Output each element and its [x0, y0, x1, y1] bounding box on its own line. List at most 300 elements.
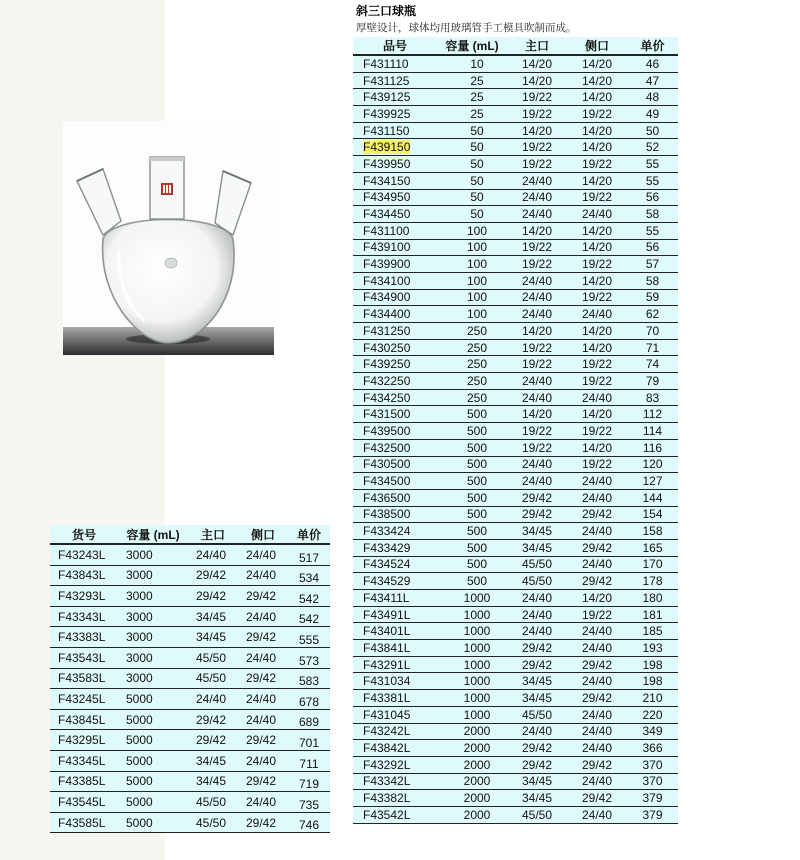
cell-capacity: 1000 — [437, 673, 507, 690]
cell-main-neck: 19/22 — [507, 356, 567, 373]
table-row — [353, 523, 678, 540]
cell-capacity: 500 — [437, 439, 507, 456]
cell-code: F43343L — [50, 606, 118, 627]
cell-side-neck: 24/40 — [567, 723, 627, 740]
cell-capacity: 250 — [437, 339, 507, 356]
table-row — [353, 539, 678, 556]
cell-main-neck: 45/50 — [188, 812, 238, 833]
cell-capacity: 100 — [437, 289, 507, 306]
cell-capacity: 3000 — [118, 668, 188, 689]
cell-code: F431500 — [353, 406, 437, 423]
cell-code: F433424 — [353, 523, 437, 540]
cell-main-neck: 14/20 — [507, 222, 567, 239]
cell-capacity: 5000 — [118, 750, 188, 771]
table-row — [353, 139, 678, 156]
cell-price: 55 — [627, 156, 678, 173]
cell-code: F43841L — [353, 640, 437, 657]
cell-code: F439925 — [353, 106, 437, 123]
cell-main-neck: 24/40 — [507, 306, 567, 323]
cell-price: 58 — [627, 206, 678, 223]
three-neck-flask-photo — [63, 121, 274, 355]
table-row — [353, 706, 678, 723]
cell-side-neck: 29/42 — [238, 586, 288, 607]
cell-side-neck: 29/42 — [238, 771, 288, 792]
cell-code: F43543L — [50, 647, 118, 668]
table-row — [50, 647, 330, 668]
cell-side-neck: 19/22 — [567, 423, 627, 440]
cell-code: F434500 — [353, 473, 437, 490]
table-row — [353, 356, 678, 373]
cell-price: 719 — [288, 771, 330, 792]
cell-capacity: 250 — [437, 356, 507, 373]
cell-main-neck: 45/50 — [507, 806, 567, 823]
cell-side-neck: 24/40 — [567, 556, 627, 573]
cell-main-neck: 45/50 — [188, 647, 238, 668]
cell-code: F432250 — [353, 373, 437, 390]
cell-capacity: 2000 — [437, 740, 507, 757]
cell-code: F434529 — [353, 573, 437, 590]
cell-main-neck: 29/42 — [188, 709, 238, 730]
cell-main-neck: 19/22 — [507, 89, 567, 106]
cell-main-neck: 34/45 — [188, 750, 238, 771]
table-row — [353, 439, 678, 456]
cell-price: 689 — [288, 709, 330, 730]
cell-code: F431100 — [353, 222, 437, 239]
table-row — [353, 606, 678, 623]
table-row — [50, 565, 330, 586]
cell-capacity: 25 — [437, 106, 507, 123]
cell-side-neck: 14/20 — [567, 239, 627, 256]
cell-side-neck: 24/40 — [567, 706, 627, 723]
table-row — [353, 506, 678, 523]
header-side-neck: 侧口 — [238, 525, 288, 544]
cell-price: 62 — [627, 306, 678, 323]
cell-capacity: 5000 — [118, 730, 188, 751]
cell-main-neck: 29/42 — [507, 656, 567, 673]
cell-main-neck: 24/40 — [188, 689, 238, 710]
cell-side-neck: 29/42 — [238, 627, 288, 648]
cell-main-neck: 19/22 — [507, 156, 567, 173]
cell-code: F43585L — [50, 812, 118, 833]
cell-side-neck: 29/42 — [567, 506, 627, 523]
table-row — [353, 656, 678, 673]
table-row — [353, 306, 678, 323]
cell-main-neck: 24/40 — [507, 473, 567, 490]
table-row — [353, 756, 678, 773]
table-row — [50, 627, 330, 648]
cell-main-neck: 24/40 — [507, 189, 567, 206]
cell-capacity: 5000 — [118, 792, 188, 813]
table-row — [50, 750, 330, 771]
cell-code: F439950 — [353, 156, 437, 173]
cell-capacity: 100 — [437, 239, 507, 256]
cell-side-neck: 14/20 — [567, 272, 627, 289]
cell-capacity: 2000 — [437, 773, 507, 790]
cell-price: 220 — [627, 706, 678, 723]
table-row — [50, 586, 330, 607]
cell-main-neck: 34/45 — [507, 790, 567, 807]
cell-code: F431110 — [353, 55, 437, 72]
cell-price: 180 — [627, 590, 678, 607]
cell-price: 59 — [627, 289, 678, 306]
cell-price: 534 — [288, 565, 330, 586]
cell-price: 112 — [627, 406, 678, 423]
cell-price: 52 — [627, 139, 678, 156]
highlighted-code: F439150 — [363, 140, 411, 155]
cell-capacity: 500 — [437, 523, 507, 540]
table-row — [353, 590, 678, 607]
cell-code: F43842L — [353, 740, 437, 757]
cell-side-neck: 19/22 — [567, 156, 627, 173]
cell-main-neck: 29/42 — [507, 740, 567, 757]
cell-code: F43401L — [353, 623, 437, 640]
cell-main-neck: 24/40 — [507, 373, 567, 390]
cell-capacity: 1000 — [437, 623, 507, 640]
cell-price: 573 — [288, 647, 330, 668]
cell-code: F43583L — [50, 668, 118, 689]
cell-capacity: 250 — [437, 373, 507, 390]
cell-side-neck: 24/40 — [238, 689, 288, 710]
cell-price: 154 — [627, 506, 678, 523]
cell-price: 116 — [627, 439, 678, 456]
cell-capacity: 3000 — [118, 606, 188, 627]
cell-side-neck: 24/40 — [567, 623, 627, 640]
cell-main-neck: 24/40 — [507, 289, 567, 306]
cell-capacity: 250 — [437, 389, 507, 406]
cell-main-neck: 19/22 — [507, 439, 567, 456]
cell-code: F43295L — [50, 730, 118, 751]
cell-side-neck: 29/42 — [567, 690, 627, 707]
cell-code: F430500 — [353, 456, 437, 473]
cell-price: 170 — [627, 556, 678, 573]
cell-main-neck: 24/40 — [507, 590, 567, 607]
cell-code: F431125 — [353, 72, 437, 89]
cell-capacity: 50 — [437, 139, 507, 156]
cell-main-neck: 14/20 — [507, 72, 567, 89]
cell-main-neck: 29/42 — [507, 506, 567, 523]
cell-code: F439500 — [353, 423, 437, 440]
cell-side-neck: 24/40 — [567, 773, 627, 790]
cell-code: F431250 — [353, 323, 437, 340]
cell-main-neck: 34/45 — [507, 690, 567, 707]
flask-illustration — [63, 121, 274, 355]
cell-main-neck: 24/40 — [188, 544, 238, 565]
cell-price: 193 — [627, 640, 678, 657]
cell-main-neck: 45/50 — [507, 706, 567, 723]
cell-side-neck: 24/40 — [238, 709, 288, 730]
table-row — [50, 544, 330, 565]
cell-main-neck: 29/42 — [507, 756, 567, 773]
cell-code: F431034 — [353, 673, 437, 690]
cell-price: 198 — [627, 656, 678, 673]
cell-capacity: 50 — [437, 172, 507, 189]
cell-code: F434900 — [353, 289, 437, 306]
cell-capacity: 3000 — [118, 627, 188, 648]
header-code: 货号 — [50, 525, 118, 544]
cell-side-neck: 14/20 — [567, 590, 627, 607]
cell-code: F434450 — [353, 206, 437, 223]
cell-code: F434524 — [353, 556, 437, 573]
cell-side-neck: 24/40 — [567, 306, 627, 323]
cell-main-neck: 19/22 — [507, 256, 567, 273]
cell-price: 542 — [288, 586, 330, 607]
table-row — [353, 72, 678, 89]
cell-side-neck: 24/40 — [238, 606, 288, 627]
cell-code: F43242L — [353, 723, 437, 740]
cell-price: 349 — [627, 723, 678, 740]
cell-price: 555 — [288, 627, 330, 648]
cell-side-neck: 29/42 — [567, 656, 627, 673]
cell-price: 71 — [627, 339, 678, 356]
cell-price: 178 — [627, 573, 678, 590]
cell-price: 56 — [627, 189, 678, 206]
cell-code: F43491L — [353, 606, 437, 623]
cell-side-neck: 19/22 — [567, 456, 627, 473]
cell-code: F434250 — [353, 389, 437, 406]
cell-capacity: 3000 — [118, 565, 188, 586]
cell-price: 83 — [627, 389, 678, 406]
cell-side-neck: 29/42 — [238, 812, 288, 833]
cell-side-neck: 24/40 — [567, 489, 627, 506]
cell-code: F43291L — [353, 656, 437, 673]
cell-main-neck: 34/45 — [507, 523, 567, 540]
header-main-neck: 主口 — [188, 525, 238, 544]
cell-side-neck: 19/22 — [567, 256, 627, 273]
table-row — [353, 189, 678, 206]
cell-code: F434150 — [353, 172, 437, 189]
cell-capacity: 25 — [437, 72, 507, 89]
cell-side-neck: 14/20 — [567, 222, 627, 239]
cell-price: 517 — [288, 544, 330, 565]
large-flask-spec-table — [50, 525, 330, 833]
cell-side-neck: 29/42 — [238, 730, 288, 751]
cell-price: 74 — [627, 356, 678, 373]
table-row — [353, 806, 678, 823]
cell-price: 198 — [627, 673, 678, 690]
cell-side-neck: 14/20 — [567, 89, 627, 106]
cell-price: 379 — [627, 806, 678, 823]
cell-side-neck: 14/20 — [567, 139, 627, 156]
cell-side-neck: 24/40 — [567, 523, 627, 540]
cell-main-neck: 24/40 — [507, 456, 567, 473]
cell-side-neck: 24/40 — [567, 740, 627, 757]
cell-capacity: 2000 — [437, 790, 507, 807]
table-row — [353, 723, 678, 740]
cell-price: 49 — [627, 106, 678, 123]
cell-capacity: 500 — [437, 489, 507, 506]
cell-capacity: 500 — [437, 506, 507, 523]
cell-code: F436500 — [353, 489, 437, 506]
table-row — [50, 812, 330, 833]
cell-capacity: 50 — [437, 206, 507, 223]
table-row — [353, 89, 678, 106]
cell-code: F43383L — [50, 627, 118, 648]
cell-main-neck: 29/42 — [188, 586, 238, 607]
table-row — [353, 289, 678, 306]
table-row — [353, 473, 678, 490]
cell-side-neck: 19/22 — [567, 289, 627, 306]
cell-code: F438500 — [353, 506, 437, 523]
cell-price: 127 — [627, 473, 678, 490]
table-row — [353, 389, 678, 406]
table-row — [353, 790, 678, 807]
cell-side-neck: 29/42 — [567, 539, 627, 556]
cell-price: 185 — [627, 623, 678, 640]
cell-main-neck: 34/45 — [188, 627, 238, 648]
cell-price: 46 — [627, 55, 678, 72]
cell-code: F433429 — [353, 539, 437, 556]
cell-side-neck: 14/20 — [567, 172, 627, 189]
cell-code: F432500 — [353, 439, 437, 456]
table-row — [353, 673, 678, 690]
cell-code: F43542L — [353, 806, 437, 823]
cell-capacity: 500 — [437, 556, 507, 573]
header-capacity: 容量 (mL) — [118, 525, 188, 544]
cell-capacity: 1000 — [437, 690, 507, 707]
cell-main-neck: 45/50 — [507, 573, 567, 590]
table-header-row — [353, 37, 678, 55]
cell-main-neck: 24/40 — [507, 206, 567, 223]
cell-price: 48 — [627, 89, 678, 106]
cell-main-neck: 45/50 — [188, 668, 238, 689]
product-description: 厚壁设计，球体均用玻璃管手工模具吹制而成。 — [356, 22, 577, 34]
table-row — [353, 690, 678, 707]
cell-capacity: 500 — [437, 539, 507, 556]
cell-capacity: 100 — [437, 272, 507, 289]
cell-side-neck: 14/20 — [567, 55, 627, 72]
cell-price: 50 — [627, 122, 678, 139]
cell-code: F43381L — [353, 690, 437, 707]
cell-capacity: 5000 — [118, 812, 188, 833]
cell-side-neck: 19/22 — [567, 106, 627, 123]
cell-side-neck: 24/40 — [567, 389, 627, 406]
table-row — [50, 709, 330, 730]
header-main-neck: 主口 — [507, 37, 567, 55]
cell-main-neck: 19/22 — [507, 239, 567, 256]
cell-price: 47 — [627, 72, 678, 89]
cell-capacity: 500 — [437, 423, 507, 440]
cell-code: F43382L — [353, 790, 437, 807]
cell-main-neck: 24/40 — [507, 723, 567, 740]
cell-capacity: 50 — [437, 189, 507, 206]
cell-capacity: 500 — [437, 406, 507, 423]
table-row — [50, 606, 330, 627]
cell-capacity: 500 — [437, 456, 507, 473]
cell-capacity: 2000 — [437, 806, 507, 823]
cell-side-neck: 24/40 — [238, 792, 288, 813]
cell-price: 678 — [288, 689, 330, 710]
cell-side-neck: 24/40 — [238, 544, 288, 565]
cell-price: 366 — [627, 740, 678, 757]
cell-code: F431150 — [353, 122, 437, 139]
cell-price: 70 — [627, 323, 678, 340]
cell-code: F43245L — [50, 689, 118, 710]
cell-capacity: 3000 — [118, 544, 188, 565]
cell-main-neck: 24/40 — [507, 389, 567, 406]
table-row — [353, 640, 678, 657]
table-row — [353, 272, 678, 289]
cell-capacity: 2000 — [437, 756, 507, 773]
table-row — [353, 406, 678, 423]
cell-main-neck: 45/50 — [507, 556, 567, 573]
cell-price: 210 — [627, 690, 678, 707]
cell-price: 746 — [288, 812, 330, 833]
cell-code: F43243L — [50, 544, 118, 565]
cell-code: F439100 — [353, 239, 437, 256]
table-row — [353, 239, 678, 256]
cell-main-neck: 19/22 — [507, 423, 567, 440]
table-row — [50, 668, 330, 689]
cell-code: F43545L — [50, 792, 118, 813]
cell-side-neck: 24/40 — [567, 806, 627, 823]
cell-side-neck: 14/20 — [567, 122, 627, 139]
cell-price: 58 — [627, 272, 678, 289]
cell-code: F439125 — [353, 89, 437, 106]
cell-main-neck: 29/42 — [507, 489, 567, 506]
table-row — [50, 730, 330, 751]
cell-main-neck: 24/40 — [507, 172, 567, 189]
cell-price: 379 — [627, 790, 678, 807]
cell-main-neck: 29/42 — [507, 640, 567, 657]
cell-capacity: 50 — [437, 156, 507, 173]
cell-main-neck: 34/45 — [507, 673, 567, 690]
cell-price: 158 — [627, 523, 678, 540]
cell-side-neck: 29/42 — [238, 668, 288, 689]
cell-capacity: 5000 — [118, 689, 188, 710]
cell-main-neck: 34/45 — [188, 606, 238, 627]
cell-side-neck: 19/22 — [567, 606, 627, 623]
cell-price: 120 — [627, 456, 678, 473]
cell-code — [353, 139, 437, 156]
table-row — [353, 489, 678, 506]
cell-price: 711 — [288, 750, 330, 771]
cell-main-neck: 34/45 — [507, 773, 567, 790]
cell-capacity: 2000 — [437, 723, 507, 740]
cell-main-neck: 14/20 — [507, 55, 567, 72]
product-title: 斜三口球瓶 — [356, 4, 417, 18]
cell-capacity: 5000 — [118, 771, 188, 792]
cell-capacity: 1000 — [437, 590, 507, 607]
cell-main-neck: 19/22 — [507, 139, 567, 156]
cell-code: F43345L — [50, 750, 118, 771]
cell-main-neck: 34/45 — [507, 539, 567, 556]
cell-capacity: 10 — [437, 55, 507, 72]
cell-side-neck: 29/42 — [567, 756, 627, 773]
table-row — [353, 573, 678, 590]
cell-code: F431045 — [353, 706, 437, 723]
cell-price: 735 — [288, 792, 330, 813]
header-code: 品号 — [353, 37, 437, 55]
cell-price: 701 — [288, 730, 330, 751]
cell-main-neck: 19/22 — [507, 106, 567, 123]
cell-price: 370 — [627, 756, 678, 773]
cell-capacity: 25 — [437, 89, 507, 106]
cell-code: F43292L — [353, 756, 437, 773]
cell-main-neck: 24/40 — [507, 272, 567, 289]
cell-price: 144 — [627, 489, 678, 506]
cell-side-neck: 24/40 — [567, 640, 627, 657]
cell-side-neck: 19/22 — [567, 373, 627, 390]
header-price: 单价 — [288, 525, 330, 544]
table-row — [353, 373, 678, 390]
cell-price: 55 — [627, 222, 678, 239]
cell-code: F43411L — [353, 590, 437, 607]
cell-code: F434400 — [353, 306, 437, 323]
header-side-neck: 侧口 — [567, 37, 627, 55]
table-row — [353, 456, 678, 473]
cell-main-neck: 14/20 — [507, 406, 567, 423]
cell-capacity: 5000 — [118, 709, 188, 730]
